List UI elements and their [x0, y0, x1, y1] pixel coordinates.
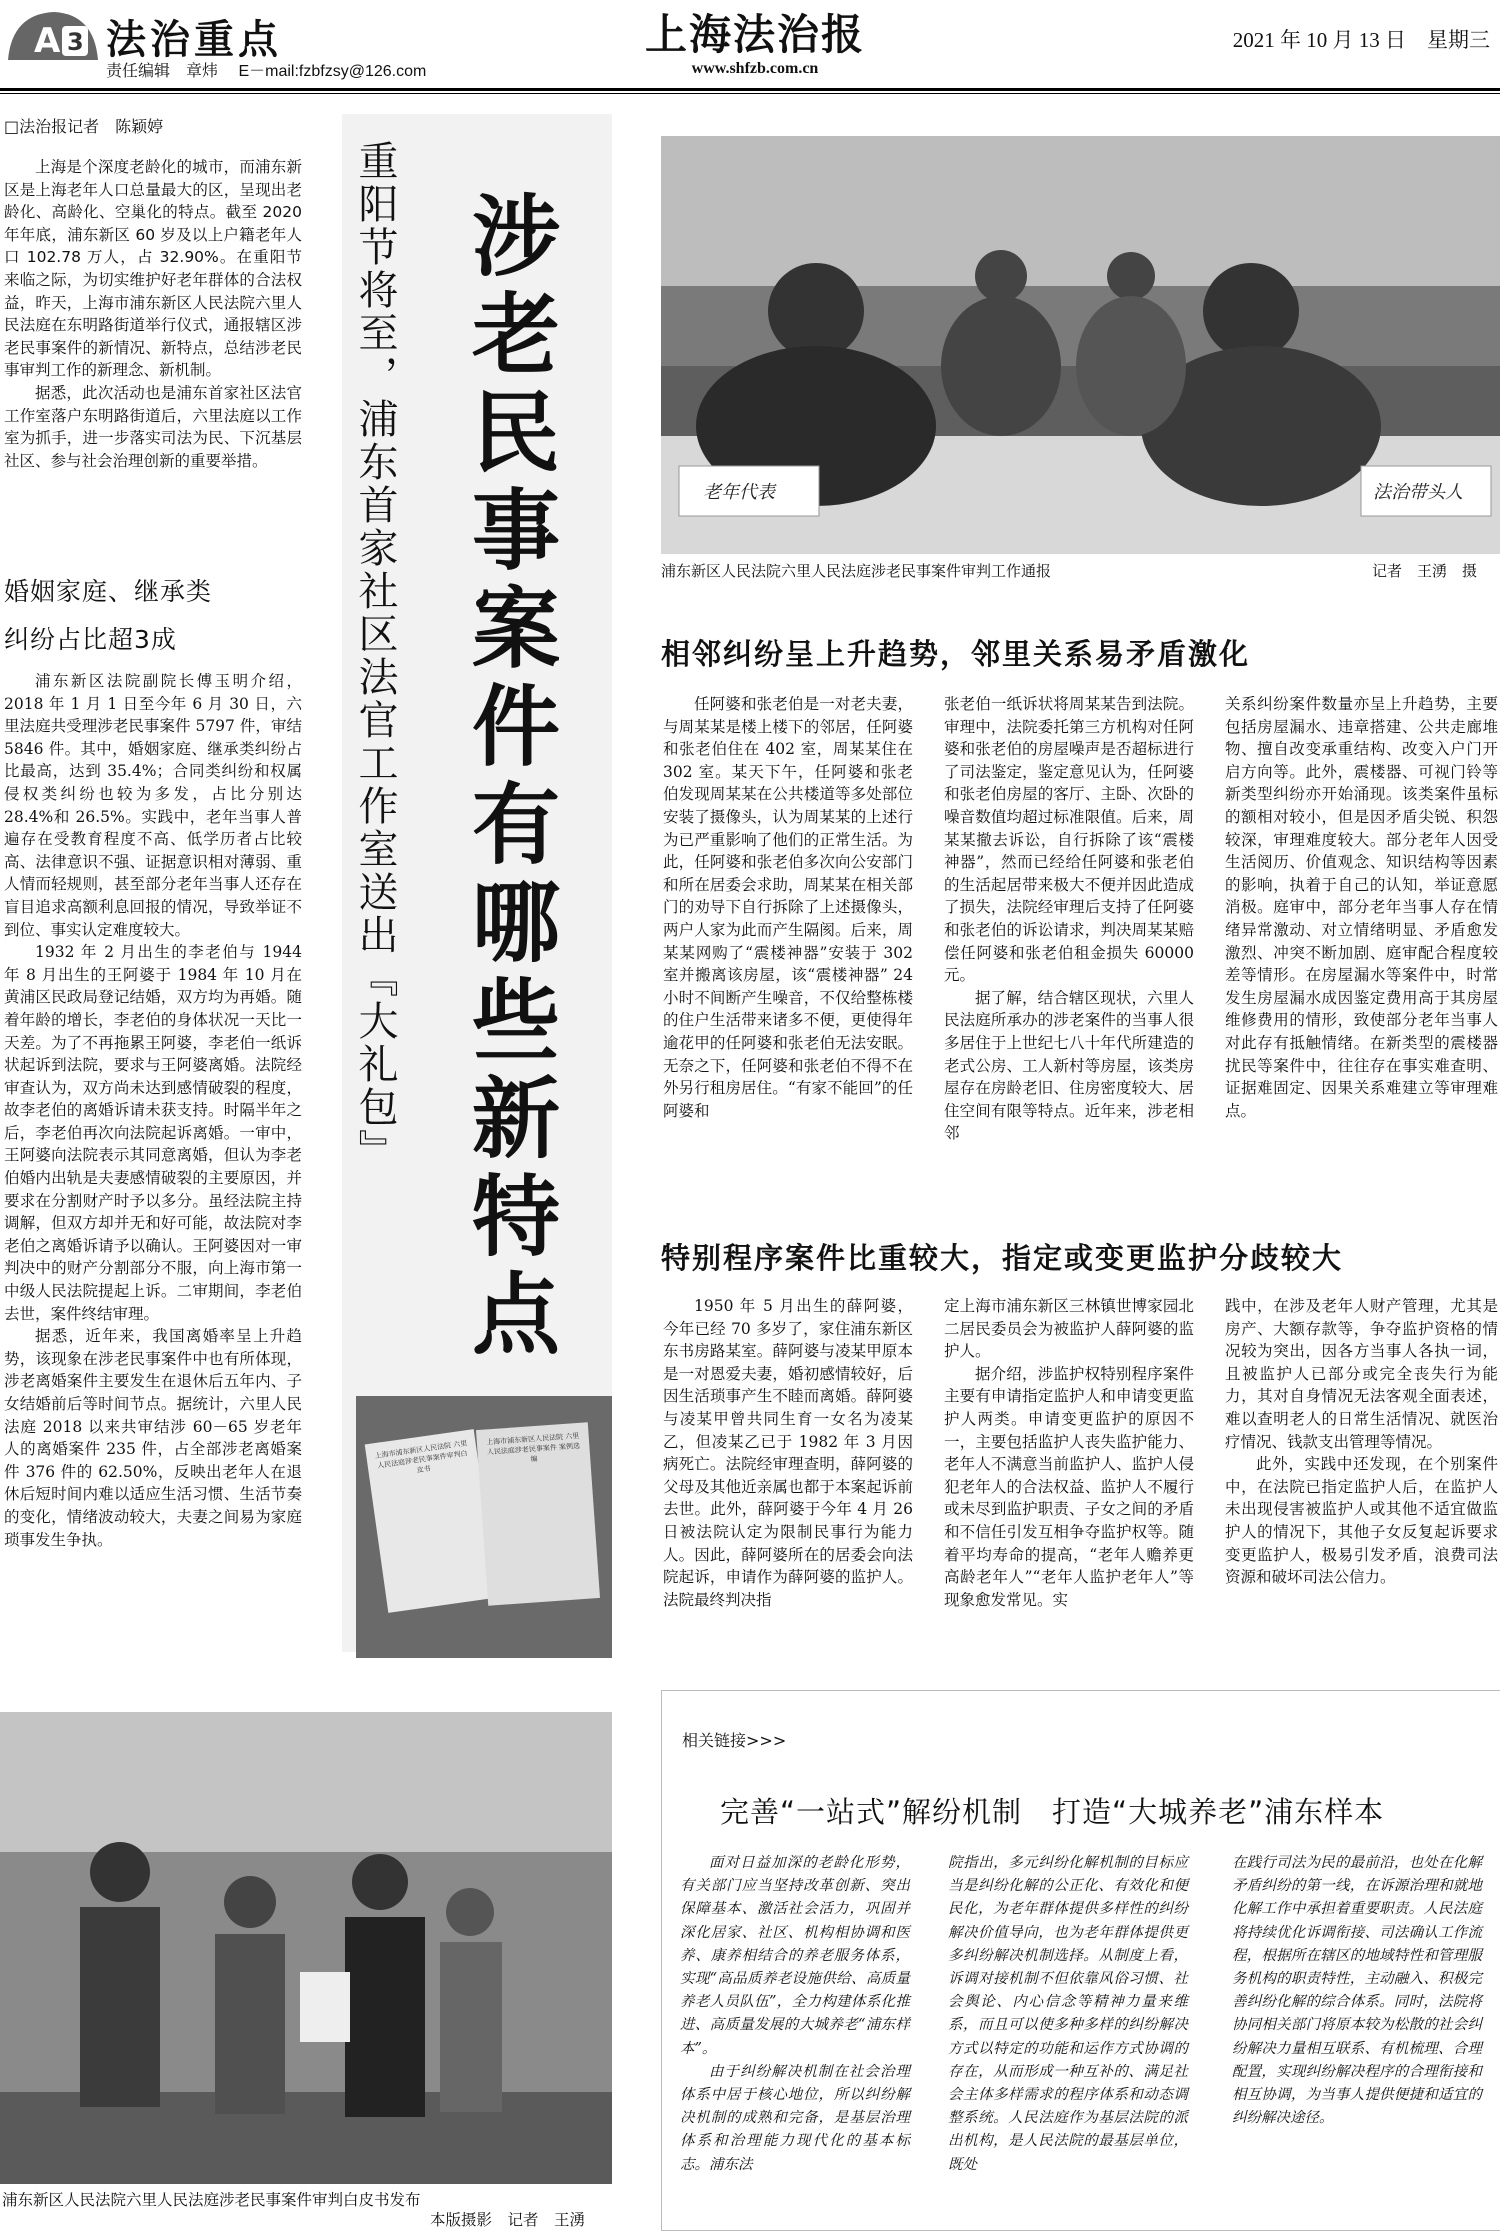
related-paragraph: 在践行司法为民的最前沿，也处在化解矛盾纠纷的第一线，在诉源治理和就地化解工作中承担着重要职责。人民法庭将持续优化诉调衔接、司法确认工作流程，根据所在辖区的地域特性和管理服务机构的职责特性，主动融入、积极完善纠纷化解的综合体系。同时，法院将协同相关部门将原本较为松散的社会纠纷解决力量相互联系、有机梳理、合理配置，实现纠纷解决程序的合理衔接和相互协调，为当事人提供便捷和适宜的纠纷解决途径。: [1232, 1855, 1482, 2127]
white-paper-book: 上海市浦东新区人民法院 六里人民法庭涉老民事案件审判白皮书: [365, 1429, 498, 1613]
section3-col2: [944, 1295, 1194, 1611]
photo2-credit: 本版摄影 记者 王湧: [430, 2211, 586, 2229]
header-rule: [0, 88, 1500, 91]
body-paragraph: 1950 年 5 月出生的薛阿婆，今年已经 70 多岁了，家住浦东新区东书房路某室。薛阿婆与凌某甲原本是一对恩爱夫妻，婚初感情较好，后因生活琐事产生不睦而离婚。薛阿婆与凌某甲曾共同生育一女名为凌某乙，但凌某乙已于 1982 年 3 月因病死亡。法院经审理查明，薛阿婆的父母及其他近亲属也都于本案起诉前去世。此外，薛阿婆于今年 4 月 26 日被法院认定为限制民事行为能力人。因此，薛阿婆所在的居委会向法院起诉，申请作为薛阿婆的监护人。法院最终判决指: [663, 1297, 913, 1609]
related-col2: [948, 1852, 1188, 2177]
meeting-photo: [661, 136, 1500, 554]
editor-info: [106, 58, 442, 81]
body-paragraph: 据悉，近年来，我国离婚率呈上升趋势，该现象在涉老民事案件中也有所体现，涉老离婚案件主要发生在退休后五年内、子女结婚前后等时间节点。据统计，六里人民法庭 2018 以来共审结涉 60－65 岁老年人的离婚案件 235 件，占全部涉老离婚案件 376 件的 62.50%，反映出老年人在退休后短时间内难以适应生活习惯、生活节奏的变化，情绪波动较大，夫妻之间易为家庭琐事发生争执。: [4, 1327, 302, 1549]
body-paragraph: 张老伯一纸诉状将周某某告到法院。审理中，法院委托第三方机构对任阿婆和张老伯的房屋噪声是否超标进行了司法鉴定，鉴定意见认为，任阿婆和张老伯房屋的客厅、主卧、次卧的噪音数值均超过标准限值。后来，周某某撤去诉讼，自行拆除了该“震楼神器”，然而已经给任阿婆和张老伯的生活起居带来极大不便并因此造成了损失，法院经审理后支持了任阿婆和张老伯的诉讼请求，判决周某某赔偿任阿婆和张老伯租金损失 60000 元。: [944, 695, 1194, 985]
body-paragraph: 此外，实践中还发现，在个别案件中，在法院已指定监护人后，在监护人未出现侵害被监护人或其他不适宜做监护人的情况下，其他子女反复起诉要求变更监护人，极易引发矛盾，浪费司法资源和破坏司法公信力。: [1225, 1455, 1498, 1587]
newspaper-url[interactable]: www.shfzb.com.cn: [691, 60, 819, 77]
body-paragraph: 1932 年 2 月出生的李老伯与 1944 年 8 月出生的王阿婆于 1984 年 10 月在黄浦区民政局登记结婚，双方均为再婚。随着年龄的增长，李老伯的身体状况一天比一天差。为了不再拖累王阿婆，李老伯一纸诉状起诉到法院，要求与王阿婆离婚。法院经审查认为，双方尚未达到感情破裂的程度，故李老伯的离婚诉请未获支持。时隔半年之后，李老伯再次向法院起诉离婚。一审中，王阿婆向法院表示其同意离婚，但认为李老伯婚内出轨是夫妻感情破裂的主要原因，并要求在分割财产时予以多分。虽经法院主持调解，但双方却并无和好可能，故法院对李老伯之离婚诉请予以确认。王阿婆因对一审判决中的财产分割部分不服，向上海市第一中级人民法院提起上诉。二审期间，李老伯去世，案件终结审理。: [4, 943, 302, 1323]
photo1-caption: 浦东新区人民法院六里人民法庭涉老民事案件审判工作通报: [661, 562, 1052, 580]
section1-heading-line1: 婚姻家庭、继承类: [4, 577, 213, 606]
body-paragraph: 据了解，结合辖区现状，六里人民法庭所承办的涉老案件的当事人很多居住于上世纪七八十年代所建造的老式公房、工人新村等房屋，该类房屋存在房龄老旧、住房密度较大、居住空间有限等特点。近年来，涉老相邻: [944, 988, 1194, 1143]
related-paragraph: 院指出，多元纠纷化解机制的目标应当是纠纷化解的公正化、有效化和便民化，为老年群体提供多样性的纠纷解决价值导向，也为老年群体提供更多纠纷解决机制选择。从制度上看，诉调对接机制不但依靠风俗习惯、社会舆论、内心信念等精神力量来维系，而且可以使多种多样的纠纷解决方式以特定的功能和运作方式协调的存在，从而形成一种互补的、满足社会主体多样需求的程序体系和动态调整系统。人民法庭作为基层法院的派出机构，是人民法院的最基层单位，既处: [948, 1855, 1188, 2173]
section-title: 法治重点: [106, 17, 282, 63]
related-paragraph: 由于纠纷解决机制在社会治理体系中居于核心地位，所以纠纷解决机制的成熟和完备，是基层治理体系和治理能力现代化的基本标志。浦东法: [680, 2063, 910, 2173]
related-col1: [680, 1852, 910, 2177]
section2-heading: 相邻纠纷呈上升趋势，邻里关系易矛盾激化: [661, 637, 1251, 671]
section2-col2: [944, 693, 1194, 1145]
section3-heading: 特别程序案件比重较大，指定或变更监护分歧较大: [661, 1241, 1344, 1275]
issue-date: 2021 年 10 月 13 日 星期三: [1232, 28, 1490, 52]
page-badge-number: 3: [67, 28, 84, 56]
name-card-left: 老年代表: [703, 482, 775, 503]
section3-col3: [1225, 1295, 1498, 1589]
related-links-tag[interactable]: 相关链接>>>: [682, 1731, 787, 1750]
body-paragraph: 据介绍，涉监护权特别程序案件主要有申请指定监护人和申请变更监护人两类。申请变更监护的原因不一，主要包括监护人丧失监护能力、老年人不满意当前监护人、监护人侵犯老年人的合法权益、监护人不履行或未尽到监护职责、子女之间的矛盾和不信任引发互相争夺监护权等。随着平均寿命的提高，“老年人赡养更高龄老年人”“老年人监护老年人”等现象愈发常见。实: [944, 1364, 1194, 1609]
intro-paragraph: 上海是个深度老龄化的城市，而浦东新区是上海老年人口总量最大的区，呈现出老龄化、高龄化、空巢化的特点。截至 2020 年年底，浦东新区 60 岁及以上户籍老年人口 102.78 万人，占 32.90%。在重阳节来临之际，为切实维护好老年群体的合法权益，昨天，上海市浦东新区人民法院六里人民法庭在东明路街道举行仪式，通报辖区涉老民事案件的新情况、新特点，总结涉老民事审判工作的新理念、新机制。: [4, 158, 302, 380]
editor-name: 责任编辑 章炜: [106, 63, 219, 80]
body-paragraph: 关系纠纷案件数量亦呈上升趋势，主要包括房屋漏水、违章搭建、公共走廊堆物、擅自改变承重结构、改变入户门开启方向等。此外，震楼器、可视门铃等新类型纠纷亦开始涌现。该类案件虽标的额相对较小，但是因矛盾尖锐、积怨较深，审理难度较大。部分老年人因受生活阅历、价值观念、知识结构等因素的影响，执着于自己的认知，举证意愿消极。庭审中，部分老年当事人存在情绪异常激动、对立情绪明显、矛盾愈发激烈、冲突不断加剧、庭审配合程度较差等情形。在房屋漏水等案件中，时常发生房屋漏水成因鉴定费用高于其房屋维修费用的情形，致使部分老年当事人对此存有抵触情绪。在新类型的震楼器扰民等案件中，往往存在事实难查明、证据难固定、因果关系难建立等审理难点。: [1225, 695, 1498, 1120]
body-paragraph: 践中，在涉及老年人财产管理，尤其是房产、大额存款等，争夺监护资格的情况较为突出，因各方当事人各执一词，且被监护人已部分或完全丧失行为能力，其对自身情况无法客观全面表述，难以查明老人的日常生活情况、就医治疗情况、钱款支出管理等情况。: [1225, 1297, 1498, 1451]
ceremony-photo-illustration: [0, 1712, 612, 2184]
page-badge: [4, 6, 102, 64]
case-collection-book: 上海市浦东新区人民法院 六里人民法庭涉老民事案件 案例选编: [476, 1422, 600, 1605]
photo1-credit: 记者 王湧 摄: [1372, 562, 1478, 580]
intro-paragraph: 据悉，此次活动也是浦东首家社区法官工作室落户东明路街道后，六里法庭以工作室为抓手，进一步落实司法为民、下沉基层社区、参与社会治理创新的重要举措。: [4, 383, 302, 470]
name-card-right: 法治带头人: [1373, 482, 1463, 503]
newspaper-logo: 上海法治报: [644, 10, 865, 59]
page-badge-letter: A: [34, 21, 61, 61]
ceremony-photo: [0, 1712, 612, 2184]
headline: 涉老民事案件有哪些新特点: [458, 190, 561, 1366]
section2-col3: [1225, 693, 1498, 1122]
white-paper-photo: [356, 1396, 612, 1658]
meeting-photo-illustration: [661, 136, 1500, 554]
related-title: 完善“一站式”解纷机制 打造“大城养老”浦东样本: [720, 1795, 1385, 1829]
section3-col1: [663, 1295, 913, 1611]
section2-col1: [663, 693, 913, 1122]
section1-heading-line2: 纠纷占比超3成: [4, 625, 177, 654]
editor-email: E－mail:fzbfzsy@126.com: [238, 63, 427, 80]
header-rule-thin: [0, 93, 1500, 94]
photo2-caption: 浦东新区人民法院六里人民法庭涉老民事案件审判白皮书发布: [2, 2191, 421, 2209]
body-paragraph: 任阿婆和张老伯是一对老夫妻，与周某某是楼上楼下的邻居，任阿婆和张老伯住在 402 室，周某某住在 302 室。某天下午，任阿婆和张老伯发现周某某在公共楼道等多处部位安装了摄像头，认为周某某的上述行为已严重影响了他们的正常生活。为此，任阿婆和张老伯多次向公安部门和所在居委会求助，周某某在相关部门的劝导下自行拆除了上述摄像头，两户人家为此而产生隔阂。后来，周某某网购了“震楼神器”安装于 302 室并搬离该房屋，该“震楼神器” 24 小时不间断产生噪音，不仅给整栋楼的住户生活带来诸多不便，更使得年逾花甲的任阿婆和张老伯无法安眠。无奈之下，任阿婆和张老伯不得不在外另行租房居住。“有家不能回”的任阿婆和: [663, 695, 913, 1120]
section1-body: [4, 670, 302, 1551]
subheadline: 重阳节将至，浦东首家社区法官工作室送出『大礼包』: [352, 140, 398, 1172]
related-paragraph: 面对日益加深的老龄化形势，有关部门应当坚持改革创新、突出保障基本、激活社会活力，巩固并深化居家、社区、机构相协调和医养、康养相结合的养老服务体系，实现“高品质养老设施供给、高质量养老人员队伍”，全力构建体系化推进、高质量发展的大城养老“浦东样本”。: [680, 1855, 910, 2057]
byline: □法治报记者 陈颖婷: [4, 117, 164, 136]
article-intro: [4, 156, 302, 472]
body-paragraph: 定上海市浦东新区三林镇世博家园北二居民委员会为被监护人薛阿婆的监护人。: [944, 1297, 1194, 1361]
related-col3: [1232, 1852, 1482, 2130]
body-paragraph: 浦东新区法院副院长傅玉明介绍，2018 年 1 月 1 日至今年 6 月 30 日，六里法庭共受理涉老民事案件 5797 件，审结 5846 件。其中，婚姻家庭、继承类纠纷占比最高，达到 35.4%；合同类纠纷和权属侵权类纠纷也较为多发，占比分别达 28.4%和 26.5%。实践中，老年当事人普遍存在受教育程度不高、低学历者占比较高、法律意识不强、证据意识相对薄弱、重人情而轻规则，甚至部分老年当事人还存在盲目追求高额利息回报的情况，导致举证不到位、事实认定难度较大。: [4, 672, 302, 939]
